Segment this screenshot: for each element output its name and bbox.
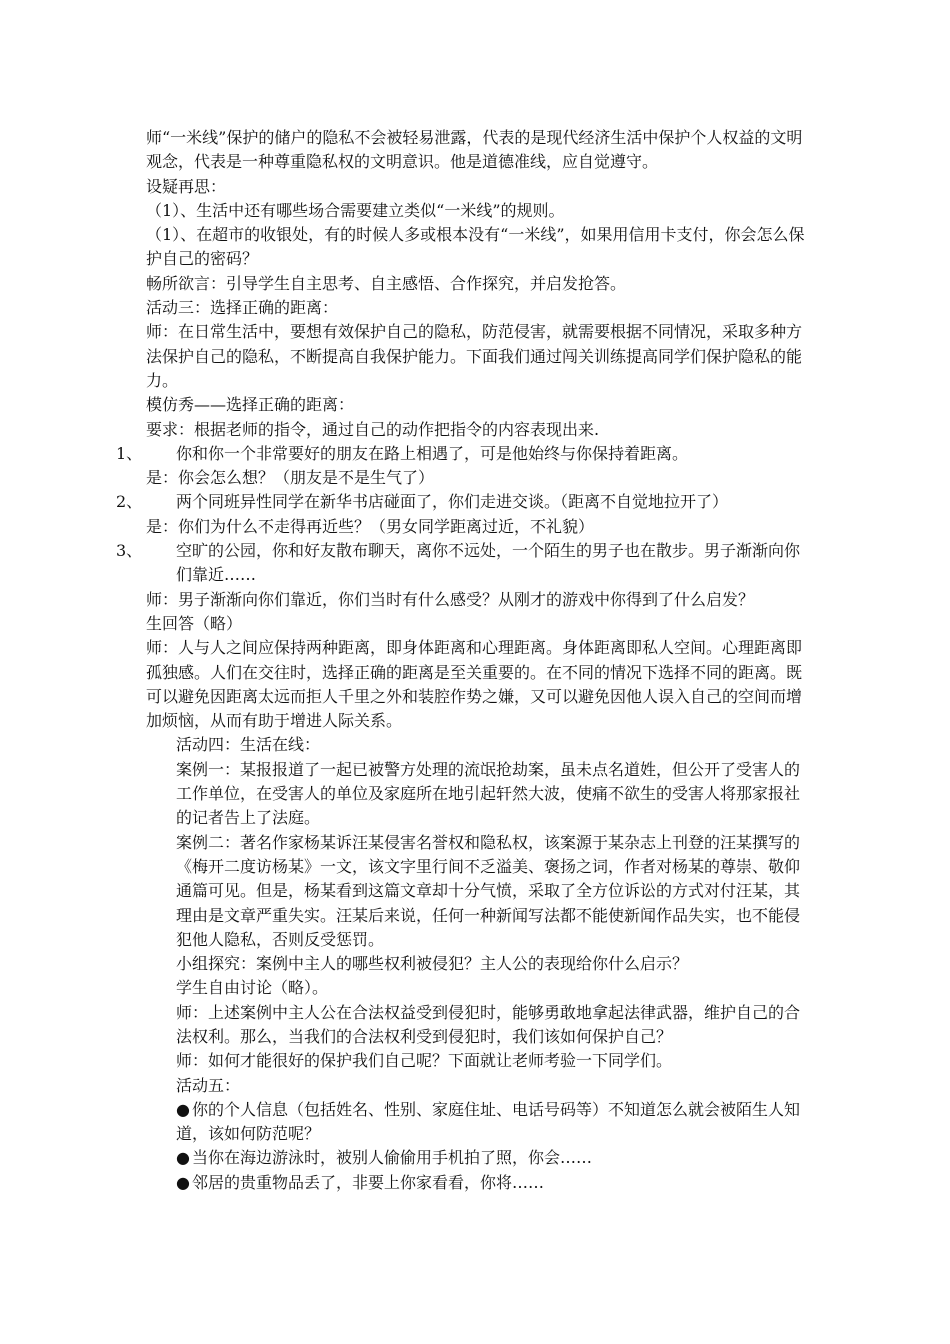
indented-paragraph: 师：上述案例中主人公在合法权益受到侵犯时，能够勇敢地拿起法律武器，维护自己的合法权利。那么，当我们的合法权利受到侵犯时，我们该如何保护自己？ [176,1002,801,1046]
numbered-item [116,490,814,514]
paragraph: 设疑再思： [146,176,227,196]
document-body [116,126,814,1195]
follow-up-line: 是：你们为什么不走得再近些？（男女同学距离过近，不礼貌） [146,516,595,536]
paragraph: 畅所欲言：引导学生自主思考、自主感悟、合作探究，并启发抢答。 [146,273,627,293]
bullet-item [146,1098,814,1147]
paragraph: 模仿秀——选择正确的距离： [146,395,355,415]
bullet-icon: ● [176,1099,190,1119]
numbered-item [116,539,814,588]
follow-up-line: 是：你会怎么想？（朋友是不是生气了） [146,468,435,488]
paragraph: 生回答（略） [146,613,243,633]
bullet-item [146,1171,814,1195]
paragraph: 师：男子渐渐向你们靠近，你们当时有什么感受？从刚才的游戏中你得到了什么启发？ [146,589,755,609]
item-text: 你和你一个非常要好的朋友在路上相遇了，可是他始终与你保持着距离。 [176,443,689,463]
paragraph: （1）、在超市的收银处，有的时候人多或根本没有“一米线”，如果用信用卡支付，你会怎么保护自己的密码？ [146,225,805,269]
item-text: 空旷的公园，你和好友散布聊天，离你不远处，一个陌生的男子也在散步。男子渐渐向你们靠近…… [176,541,801,585]
paragraph: 师：在日常生活中，要想有效保护自己的隐私，防范侵害，就需要根据不同情况，采取多种方法保护自己的隐私，不断提高自我保护能力。下面我们通过闯关训练提高同学们保护隐私的能力。 [146,322,803,390]
indented-paragraph: 案例二：著名作家杨某诉汪某侵害名誉权和隐私权，该案源于某杂志上刊登的汪某撰写的《梅开二度访杨某》一文，该文字里行间不乏溢美、褒扬之词，作者对杨某的尊崇、敬仰通篇可见。但是，杨某看到这篇文章却十分气愤，采取了全方位诉讼的方式对付汪某，其理由是文章严重失实。汪某后来说，任何一种新闻写法都不能使新闻作品失实，也不能侵犯他人隐私，否则反受惩罚。 [176,832,801,949]
item-number: 3、 [116,541,143,561]
paragraph: 师“一米线”保护的储户的隐私不会被轻易泄露，代表的是现代经济生活中保护个人权益的文明观念，代表是一种尊重隐私权的文明意识。他是道德准线，应自觉遵守。 [146,128,803,172]
indented-paragraph: 学生自由讨论（略）。 [176,978,329,998]
paragraph: 活动三：选择正确的距离： [146,298,339,318]
bullet-icon: ● [176,1148,190,1168]
indented-paragraph: 案例一：某报报道了一起已被警方处理的流氓抢劫案，虽未点名道姓，但公开了受害人的工作单位，在受害人的单位及家庭所在地引起轩然大波，使痛不欲生的受害人将那家报社的记者告上了法庭。 [176,759,801,828]
bullet-icon: ● [176,1172,190,1192]
item-number: 1、 [116,443,143,463]
indented-paragraph: 师：如何才能很好的保护我们自己呢？下面就让老师考验一下同学们。 [176,1051,673,1071]
indented-paragraph: 活动五： [176,1075,241,1095]
indented-paragraph: 活动四：生活在线： [176,735,321,755]
paragraph: 师：人与人之间应保持两种距离，即身体距离和心理距离。身体距离即私人空间。心理距离即孤独感。人们在交往时，选择正确的距离是至关重要的。在不同的情况下选择不同的距离。既可以避免因距离太远而拒人千里之外和装腔作势之嫌，又可以避免因他人误入自己的空间而增加烦恼，从而有助于增进人际关系。 [146,638,803,731]
paragraph: （1）、生活中还有哪些场合需要建立类似“一米线”的规则。 [146,200,565,220]
bullet-text: 你的个人信息（包括姓名、性别、家庭住址、电话号码等）不知道怎么就会被陌生人知道，该如何防范呢？ [176,1099,800,1144]
bullet-item [146,1146,814,1170]
numbered-item [116,442,814,466]
bullet-text: 当你在海边游泳时，被别人偷偷用手机拍了照，你会…… [191,1148,592,1168]
bullet-text: 邻居的贵重物品丢了，非要上你家看看，你将…… [191,1172,544,1192]
indented-paragraph: 小组探究：案例中主人的哪些权利被侵犯？主人公的表现给你什么启示？ [176,954,689,974]
paragraph: 要求：根据老师的指令，通过自己的动作把指令的内容表现出来. [146,419,600,439]
item-number: 2、 [116,492,143,512]
item-text: 两个同班异性同学在新华书店碰面了，你们走进交谈。（距离不自觉地拉开了） [176,492,729,512]
